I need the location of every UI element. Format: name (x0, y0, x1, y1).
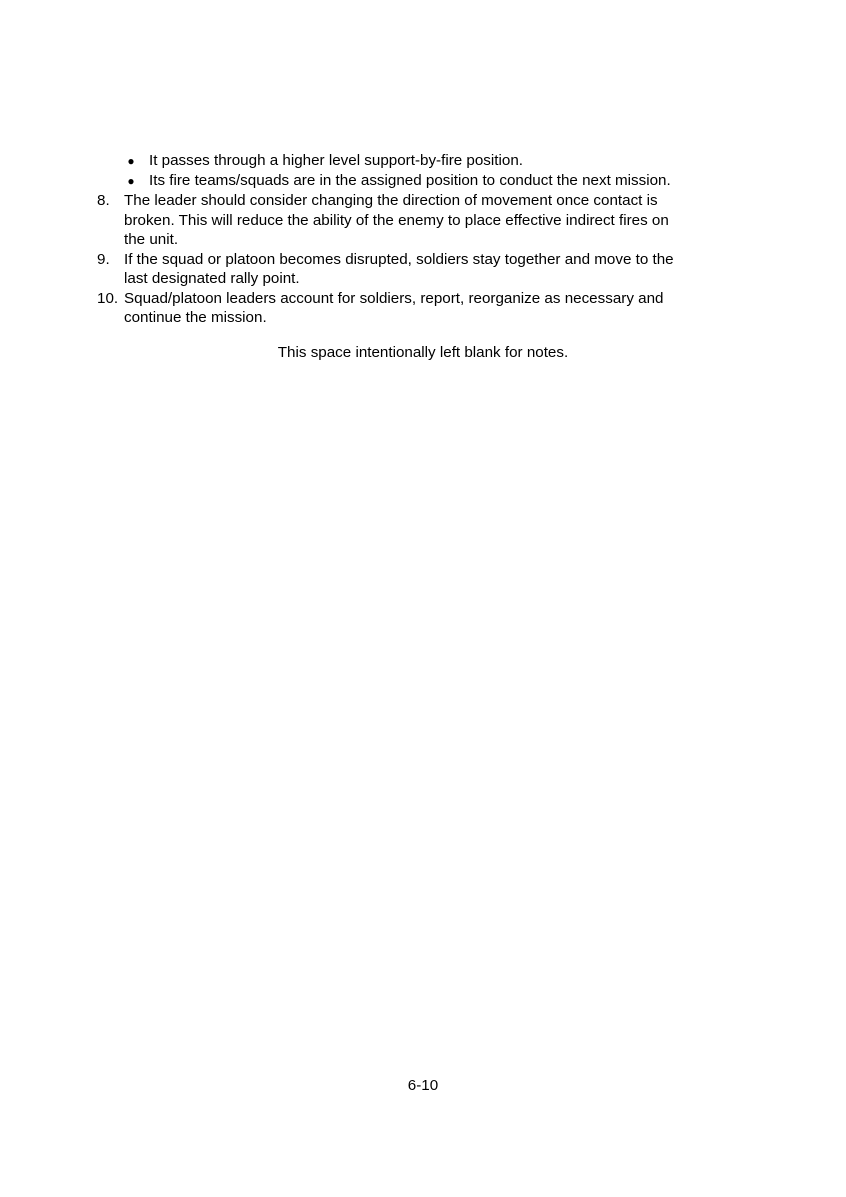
item-text-line: last designated rally point. (124, 270, 300, 287)
bullet-item (97, 171, 737, 191)
numbered-item-10 (97, 289, 737, 328)
numbered-item-8 (97, 191, 737, 250)
bullet-text: It passes through a higher level support-by-fire position. (149, 152, 523, 169)
item-text-line: The leader should consider changing the direction of movement once contact is (124, 192, 658, 209)
item-text-line: Squad/platoon leaders account for soldiers, report, reorganize as necessary and (124, 289, 664, 307)
bullet-item (97, 151, 737, 171)
item-number: 8. (97, 192, 110, 209)
page-body (97, 151, 737, 328)
item-number: 9. (97, 250, 110, 268)
bullet-marker: ● (127, 174, 135, 188)
item-text-line: the unit. (124, 231, 179, 248)
item-text-line: If the squad or platoon becomes disrupted, soldiers stay together and move to the (124, 250, 674, 268)
bullet-text: Its fire teams/squads are in the assigned position to conduct the next mission. (149, 172, 671, 189)
blank-space-note: This space intentionally left blank for notes. (277, 344, 569, 361)
numbered-item-9 (97, 250, 737, 289)
item-number: 10. (97, 289, 119, 307)
item-text-line: continue the mission. (124, 309, 267, 326)
bullet-marker: ● (127, 154, 135, 168)
item-text-line: broken. This will reduce the ability of the enemy to place effective indirect fires on (124, 211, 669, 229)
page-number: 6-10 (407, 1077, 439, 1094)
